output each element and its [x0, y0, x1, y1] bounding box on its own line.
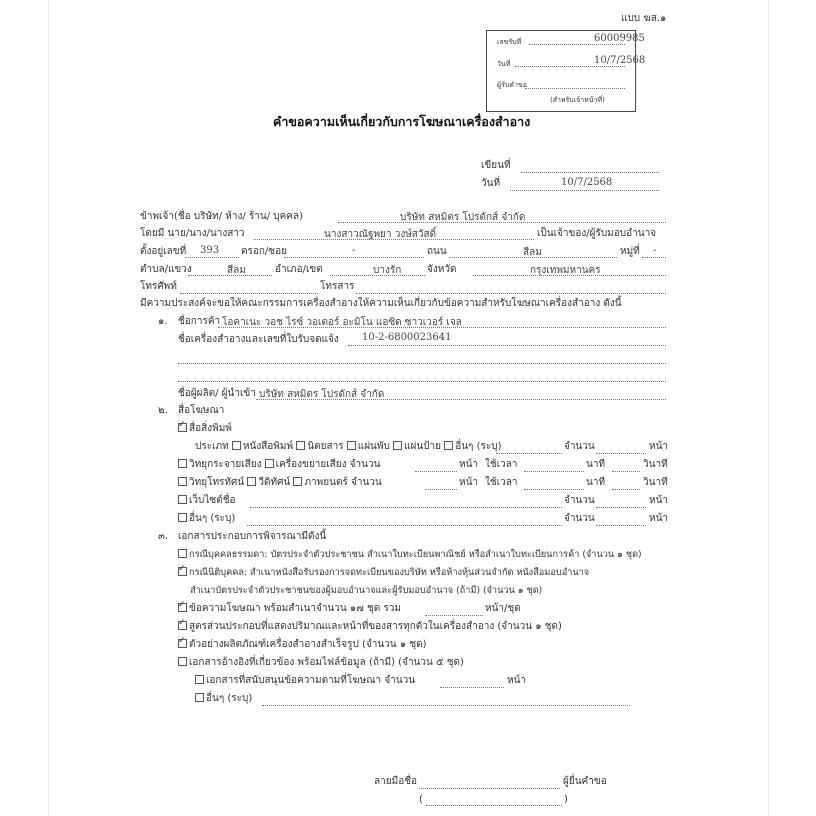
- tv-label: วิทยุโทรทัศน์: [189, 477, 245, 488]
- video-label: วีดิทัศน์: [258, 477, 291, 488]
- print-qty-label: จำนวน: [564, 441, 595, 452]
- province: กรุงเทพมหานคร: [530, 265, 601, 276]
- other-print-checkbox[interactable]: [444, 441, 453, 450]
- sample-label: ตัวอย่างผลิตภัณฑ์เครื่องสำอางสำเร็จรูป (จำนวน ๑ ชุด): [189, 639, 427, 650]
- radio-label: วิทยุกระจายเสียง: [189, 459, 262, 470]
- other-media-label: อื่นๆ (ระบุ): [189, 513, 236, 524]
- poster-label: แผ่นป้าย: [404, 441, 441, 452]
- road: สีลม: [523, 247, 542, 258]
- individual-docs-option[interactable]: [178, 549, 642, 561]
- individual-docs-label: กรณีบุคคลธรรมดา: บัตรประจำตัวประชาชน สำเนาใบทะเบียนพาณิชย์ หรือสำเนาใบทะเบียนการค้า (จำนวน ๑ ชุด): [189, 549, 642, 560]
- role-label: เป็นเจ้าของ/ผู้รับมอบอำนาจ: [537, 228, 657, 239]
- company-name: บริษัท สหมิตร โปรดักส์ จำกัด: [400, 212, 526, 223]
- ad-text-checkbox[interactable]: [178, 603, 187, 612]
- section-1-number: ๑.: [158, 316, 168, 327]
- ad-text-label: ข้อความโฆษณา พร้อมสำเนาจำนวน ๑๗ ชุด รวม: [189, 603, 401, 614]
- leaflet-checkbox[interactable]: [347, 441, 356, 450]
- individual-docs-checkbox[interactable]: [178, 549, 187, 558]
- sample-checkbox[interactable]: [178, 639, 187, 648]
- formula-label: สูตรส่วนประกอบที่แสดงปริมาณและหน้าที่ของสารทุกตัวในเครื่องสำอาง (จำนวน ๑ ชุด): [189, 621, 562, 632]
- print-page-unit: หน้า: [649, 441, 669, 452]
- juristic-docs-label: กรณีนิติบุคคล: สำเนาหนังสือรับรองการจดทะเบียนของบริษัท หรือห้างหุ้นส่วนจำกัด หนังสือมอบอำนาจ: [189, 567, 590, 578]
- section-3-number: ๓.: [158, 531, 169, 542]
- website-qty-label: จำนวน: [564, 495, 595, 506]
- subdistrict: สีลม: [227, 265, 246, 276]
- phone-label: โทรศัพท์: [140, 281, 177, 292]
- other-media-page-unit: หน้า: [649, 513, 669, 524]
- print-media-label: สื่อสิ่งพิมพ์: [189, 423, 232, 434]
- radio-page-unit: หน้า: [459, 459, 479, 470]
- other-docs-label: อื่นๆ (ระบุ): [206, 693, 253, 704]
- section-2-number: ๒.: [158, 405, 168, 416]
- road-label: ถนน: [427, 246, 447, 257]
- juristic-docs-option[interactable]: [178, 567, 589, 579]
- juristic-docs-line-2: สำเนาบัตรประจำตัวประชาชนของผู้มอบอำนาจและผู้รับมอบอำนาจ (ถ้ามี) (จำนวน ๑ ชุด): [190, 585, 543, 596]
- radio-row: [178, 459, 380, 471]
- address-no-label: ตั้งอยู่เลขที่: [140, 246, 187, 257]
- receiver-label: ผู้รับคำขอ: [497, 81, 527, 89]
- print-media-checkbox[interactable]: [178, 423, 187, 432]
- office-date-label: วันที่: [497, 60, 511, 68]
- written-at-label: เขียนที่: [481, 160, 511, 171]
- other-docs-checkbox[interactable]: [195, 693, 204, 702]
- radio-minute-unit: นาที: [586, 459, 606, 470]
- radio-checkbox[interactable]: [178, 459, 187, 468]
- cinema-checkbox[interactable]: [293, 477, 302, 486]
- other-media-checkbox[interactable]: [178, 513, 187, 522]
- moo-label: หมู่ที่: [620, 246, 640, 257]
- signature-label: ลายมือชื่อ: [374, 776, 417, 787]
- support-docs-unit: หน้า: [507, 675, 527, 686]
- district: บางรัก: [373, 265, 402, 276]
- loudspeaker-label: เครื่องขยายเสียง: [275, 459, 347, 470]
- officer-note: (สำหรับเจ้าหน้าที่): [550, 96, 605, 104]
- maker-label: ชื่อผู้ผลิต/ ผู้นำเข้า: [178, 388, 256, 399]
- other-media-qty-label: จำนวน: [564, 513, 595, 524]
- sample-option[interactable]: [178, 639, 427, 651]
- registration-label: ชื่อเครื่องสำอางและเลขที่ใบรับจดแจ้ง: [178, 334, 339, 345]
- tv-second-unit: วินาที: [643, 477, 668, 488]
- references-label: เอกสารอ้างอิงที่เกี่ยวข้อง พร้อมไฟล์ข้อมูล (ถ้ามี) (จำนวน ๕ ชุด): [189, 657, 464, 668]
- magazine-label: นิตยสาร: [307, 441, 344, 452]
- receipt-label: เลขรับที่: [497, 38, 522, 46]
- ad-text-option[interactable]: [178, 603, 401, 615]
- signature-open-paren: (: [419, 794, 423, 805]
- receipt-number: 60009985: [594, 33, 645, 44]
- tv-minute-unit: นาที: [586, 477, 606, 488]
- tv-time-label: ใช้เวลา: [485, 477, 518, 488]
- trade-name-label: ชื่อการค้า: [178, 316, 221, 327]
- by-label: โดยมี นาย/นาง/นางสาว: [140, 228, 245, 239]
- soi-label: ตรอก/ซอย: [241, 246, 287, 257]
- support-docs-label: เอกสารที่สนับสนุนข้อความตามที่โฆษณา จำนวน: [206, 675, 416, 686]
- signature-role: ผู้ยื่นคำขอ: [563, 776, 607, 787]
- date-label: วันที่: [481, 178, 501, 189]
- tv-row: [178, 477, 382, 489]
- leaflet-label: แผ่นพับ: [357, 441, 390, 452]
- subdistrict-label: ตำบล/แขวง: [140, 264, 192, 275]
- website-checkbox[interactable]: [178, 495, 187, 504]
- print-media-option[interactable]: [178, 423, 232, 435]
- poster-checkbox[interactable]: [393, 441, 402, 450]
- print-type-row: [195, 441, 501, 453]
- form-code: แบบ ฆส.๑: [621, 13, 667, 24]
- applicant-name-label: ข้าพเจ้า(ชื่อ บริษัท/ ห้าง/ ร้าน/ บุคคล): [140, 211, 304, 222]
- radio-qty-label: จำนวน: [349, 459, 381, 470]
- fax-label: โทรสาร: [320, 281, 355, 292]
- address-no: 393: [200, 245, 220, 256]
- registration-number: 10-2-6800023641: [362, 332, 452, 343]
- media-label: สื่อโฆษณา: [178, 405, 225, 416]
- trade-name: โอคาเนะ วอช ไรซ์ วอเตอร์ อะมิโน แอซิด ซาวเวอร์ เจล: [222, 317, 462, 328]
- juristic-docs-checkbox[interactable]: [178, 567, 187, 576]
- radio-second-unit: วินาที: [643, 459, 668, 470]
- person-name: นางสาวณัฐพยา วงษ์สวัสดิ์: [324, 229, 437, 240]
- type-label: ประเภท: [195, 441, 229, 452]
- support-docs-checkbox[interactable]: [195, 675, 204, 684]
- province-label: จังหวัด: [427, 264, 457, 275]
- tv-checkbox[interactable]: [178, 477, 187, 486]
- radio-time-label: ใช้เวลา: [485, 459, 518, 470]
- website-label: เว็บไซต์ชื่อ: [189, 495, 236, 506]
- office-date: 10/7/2568: [594, 55, 646, 66]
- website-page-unit: หน้า: [649, 495, 669, 506]
- magazine-checkbox[interactable]: [296, 441, 305, 450]
- loudspeaker-checkbox[interactable]: [265, 459, 274, 468]
- soi: -: [352, 245, 356, 256]
- documents-label: เอกสารประกอบการพิจารณามีดังนี้: [178, 531, 327, 542]
- video-checkbox[interactable]: [247, 477, 256, 486]
- website-row: [178, 495, 235, 507]
- other-docs-option[interactable]: [195, 693, 252, 705]
- other-media-row: [178, 513, 235, 525]
- form-title: คำขอความเห็นเกี่ยวกับการโฆษณาเครื่องสำอาง: [273, 114, 531, 129]
- maker-name: บริษัท สหมิตร โปรดักส์ จำกัด: [259, 389, 385, 400]
- signature-close-paren: ): [564, 794, 568, 805]
- district-label: อำเภอ/เขต: [275, 264, 323, 275]
- newspaper-label: หนังสือพิมพ์: [242, 441, 294, 452]
- support-docs-option[interactable]: [195, 675, 415, 687]
- references-checkbox[interactable]: [178, 657, 187, 666]
- moo: -: [653, 245, 657, 256]
- tv-page-unit: หน้า: [459, 477, 479, 488]
- cinema-label: ภาพยนตร์: [304, 477, 348, 488]
- tv-qty-label: จำนวน: [351, 477, 382, 488]
- newspaper-checkbox[interactable]: [232, 441, 241, 450]
- formula-option[interactable]: [178, 621, 562, 633]
- ad-text-unit: หน้า/ชุด: [485, 603, 521, 614]
- other-print-label: อื่นๆ (ระบุ): [455, 441, 502, 452]
- formula-checkbox[interactable]: [178, 621, 187, 630]
- references-option[interactable]: [178, 657, 464, 669]
- intent-text: มีความประสงค์จะขอให้คณะกรรมการเครื่องสำอางให้ความเห็นเกี่ยวกับข้อความสำหรับโฆษณาเครื่องสำอาง ดังนี้: [140, 298, 622, 309]
- date-value: 10/7/2568: [561, 177, 613, 188]
